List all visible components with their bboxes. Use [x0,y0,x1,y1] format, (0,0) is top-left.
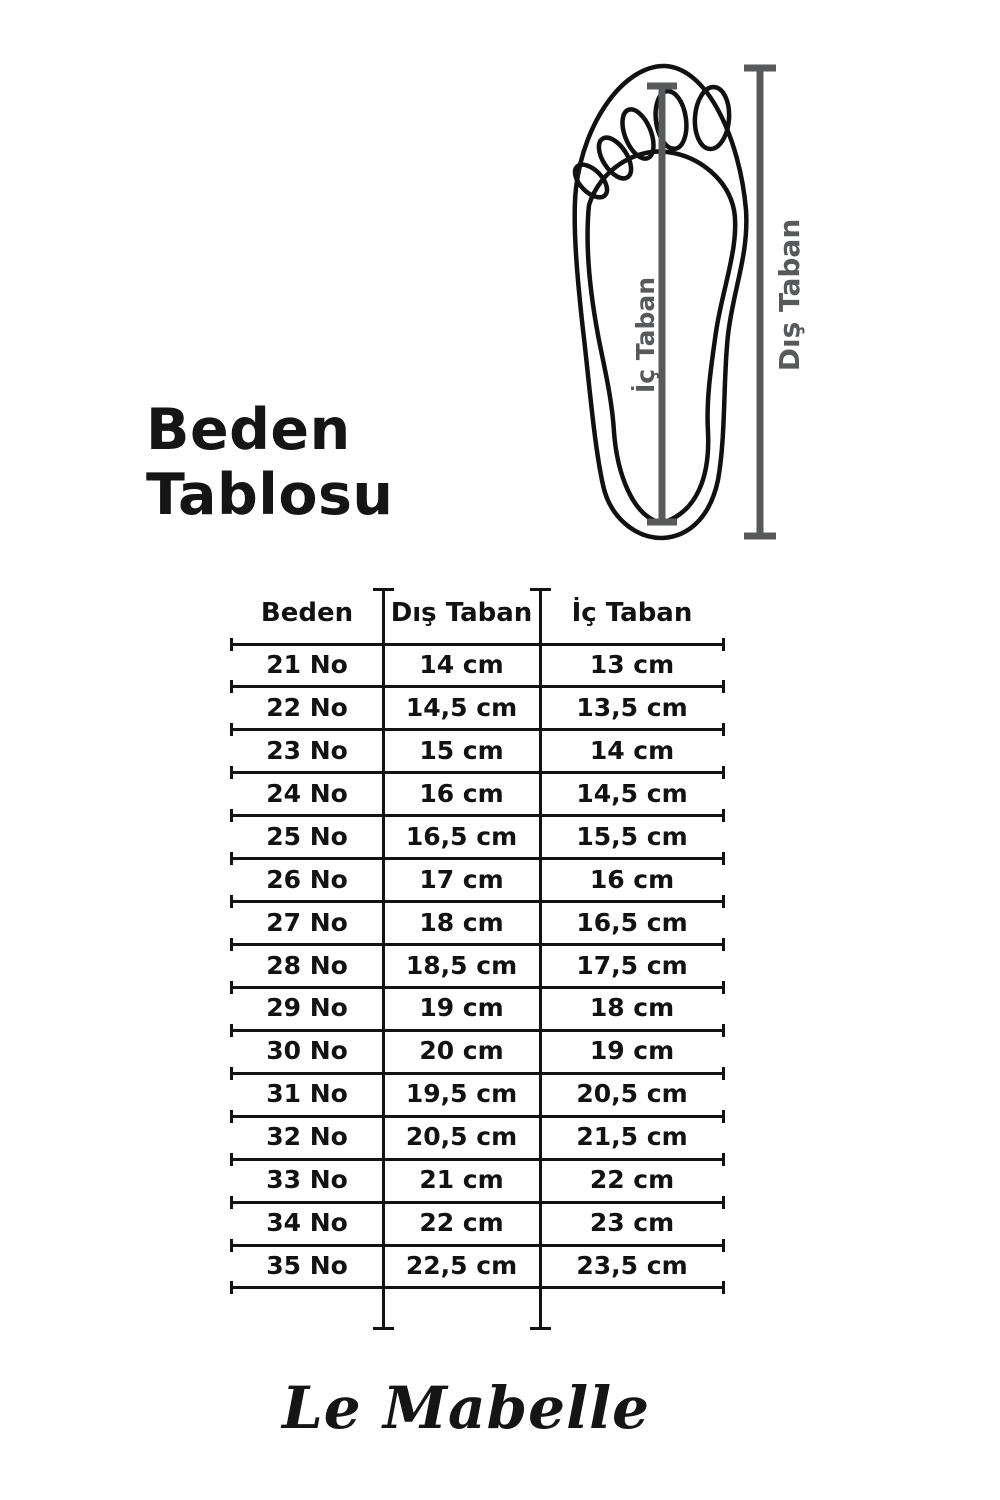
table-cell: 23 cm [589,1208,675,1238]
table-cell: 30 No [266,1036,348,1066]
table-cell: 16 cm [589,864,675,894]
table-cell: 32 No [266,1122,348,1152]
table-cell: 14,5 cm [405,692,518,722]
table-cell: 17,5 cm [576,950,688,980]
table-cell: 18 cm [589,993,675,1023]
table-cell: 21 cm [419,1165,504,1195]
table-cell: 14,5 cm [576,778,688,808]
brand-logo: Le Mabelle [281,1374,651,1442]
table-cell: 22,5 cm [405,1251,518,1281]
table-cell: 22 cm [419,1208,504,1238]
table-cell: 35 No [266,1251,348,1281]
table-cell: 22 No [266,692,348,722]
table-cell: 14 cm [589,735,675,765]
page-title-line1: Beden [146,397,351,463]
table-cell: 23 No [266,735,348,765]
table-cell: 16,5 cm [576,907,688,937]
table-cell: 18,5 cm [405,950,518,980]
table-cell: 20,5 cm [405,1122,518,1152]
size-table [231,588,724,1330]
table-cell: 23,5 cm [576,1251,688,1281]
table-cell: 33 No [266,1165,348,1195]
toe-ellipse-big [693,86,731,150]
table-cell: 18 cm [419,907,504,937]
table-header-cell: Beden [260,598,354,628]
toe-ellipse-3 [616,105,660,163]
table-cell: 25 No [266,821,348,851]
inner-sole-label: İç Taban [631,276,660,394]
table-cell: 13,5 cm [576,692,688,722]
table-header-cell: Dış Taban [390,598,533,628]
table-cell: 29 No [266,993,348,1023]
table-cell: 26 No [266,864,348,894]
table-cell: 14 cm [419,650,504,679]
table-cell: 31 No [266,1079,348,1109]
table-header-cell: İç Taban [571,598,693,628]
table-cell: 34 No [266,1208,348,1238]
table-cell: 16,5 cm [405,821,518,851]
table-cell: 21 No [266,650,348,679]
table-cell: 20 cm [419,1036,504,1066]
table-cell: 19,5 cm [405,1079,518,1109]
page-title-line2: Tablosu [146,462,394,528]
foot-diagram [540,40,830,580]
outer-sole-label: Dış Taban [773,218,806,372]
table-cell: 17 cm [419,864,504,894]
outer-dimension-line [744,68,776,536]
table-cell: 13 cm [589,650,675,679]
table-cell: 15,5 cm [576,821,688,851]
page-title [146,398,394,528]
table-cell: 19 cm [419,993,504,1023]
table-cell: 28 No [266,950,348,980]
table-cell: 16 cm [419,778,504,808]
toe-ellipse-2 [652,89,690,151]
table-cell: 24 No [266,778,348,808]
table-cell: 15 cm [419,735,504,765]
table-cell: 22 cm [589,1165,675,1195]
table-cell: 27 No [266,907,348,937]
table-cell: 19 cm [589,1036,675,1066]
table-cell: 20,5 cm [576,1079,688,1109]
table-cell: 21,5 cm [576,1122,688,1152]
